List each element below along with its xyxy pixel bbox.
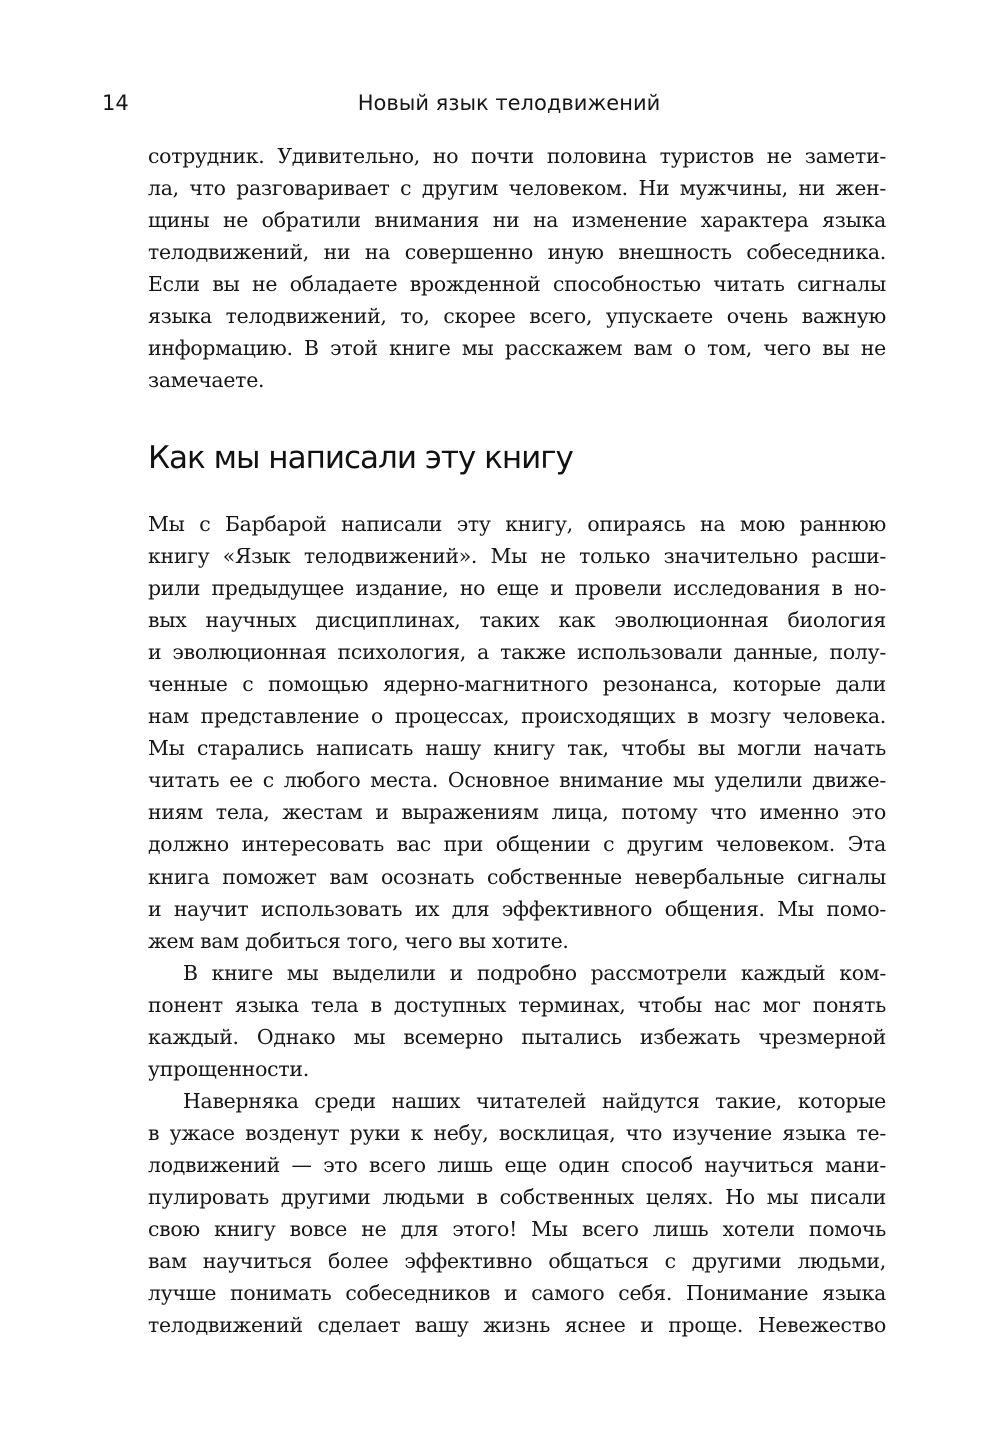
text-line: упрощенности. [148,1056,309,1081]
text-line: Мы старались написать нашу книгу так, чтобы вы могли начать [148,736,886,761]
text-line: Наверняка среди наших читателей найдутся такие, которые [183,1088,886,1113]
text-line: книгу «Язык телодвижений». Мы не только значительно расши- [148,544,886,569]
running-title: Новый язык телодвижений [357,91,661,115]
text-line: вых научных дисциплинах, таких как эволюционная биология [148,608,886,633]
text-line: информацию. В этой книге мы расскажем вам о том, чего вы не [148,336,886,361]
text-line: Мы с Барбарой написали эту книгу, опираясь на мою раннюю [148,512,886,536]
text-line: телодвижений, ни на совершенно иную внешность собеседника. [148,240,886,265]
text-line: понент языка тела в доступных терминах, чтобы нас мог понять [148,992,886,1017]
text-line: замечаете. [148,368,265,393]
text-line: лучше понимать собеседников и самого себя. Понимание языка [148,1281,886,1306]
text-line: читать ее с любого места. Основное внимание мы уделили движе- [148,768,886,793]
text-line: книга поможет вам осознать собственные невербальные сигналы [148,864,886,889]
text-line: нам представление о процессах, происходящих в мозгу человека. [148,704,886,729]
text-line: свою книгу вовсе не для этого! Мы всего лишь хотели помочь [148,1217,886,1242]
page-number: 14 [102,91,129,115]
text-line: рили предыдущее издание, но еще и провели исследования в но- [148,576,886,601]
text-line: и научит использовать их для эффективного общения. Мы помо- [148,896,886,921]
text-line: пулировать другими людьми в собственных целях. Но мы писали [148,1184,886,1209]
text-line: В книге мы выделили и подробно рассмотрели каждый ком- [183,960,886,985]
text-line: в ужасе возденут руки к небу, восклицая, что изучение языка те- [148,1120,886,1145]
text-line: сотрудник. Удивительно, но почти половина туристов не замети- [148,144,886,168]
text-line: Если вы не обладаете врожденной способностью читать сигналы [148,272,886,297]
text-line: ла, что разговаривает с другим человеком. Ни мужчины, ни жен- [148,176,886,201]
text-line: должно интересовать вас при общении с другим человеком. Эта [148,832,886,857]
text-line: жем вам добиться того, чего вы хотите. [148,928,569,953]
text-line: и эволюционная психология, а также использовали данные, полу- [148,640,886,665]
text-line: языка телодвижений, то, скорее всего, упускаете очень важную [148,304,886,329]
text-line: телодвижений сделает вашу жизнь яснее и проще. Невежество [148,1313,886,1338]
section-body [148,508,886,1341]
section-heading: Как мы написали эту книгу [148,440,573,476]
text-line: каждый. Однако мы всемерно пытались избежать чрезмерной [148,1024,886,1049]
text-line: ченные с помощью ядерно-магнитного резонанса, которые дали [148,672,886,697]
text-line: ниям тела, жестам и выражениям лица, потому что именно это [148,800,886,825]
text-line: щины не обратили внимания ни на изменение характера языка [148,208,886,233]
text-line: лодвижений — это всего лишь еще один способ научиться мани- [148,1152,886,1177]
running-header [102,91,886,121]
text-line: вам научиться более эффективно общаться с другими людьми, [148,1249,886,1274]
intro-paragraph [148,140,886,396]
